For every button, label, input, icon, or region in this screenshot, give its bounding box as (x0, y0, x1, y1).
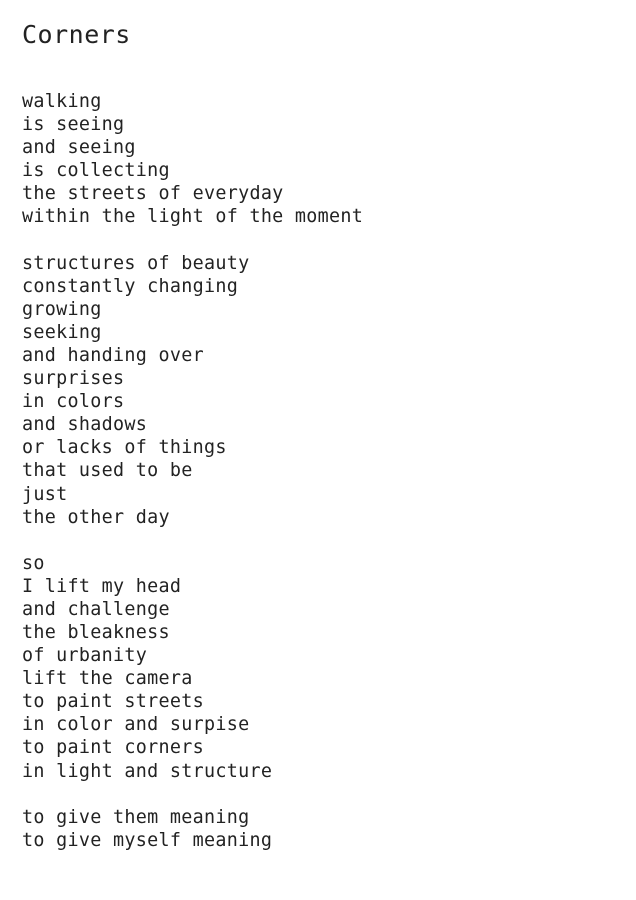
poem-line: seeking (22, 321, 102, 343)
poem-line: and handing over (22, 344, 204, 366)
poem-line: in colors (22, 391, 125, 413)
stanza-1 (22, 90, 622, 229)
poem-line: is seeing (22, 114, 125, 136)
poem-line: to give myself meaning (22, 829, 273, 851)
poem-line: or lacks of things (22, 437, 227, 459)
poem-line: structures of beauty (22, 252, 250, 274)
stanza-3 (22, 552, 622, 783)
poem-line: that used to be (22, 460, 193, 482)
poem-line: is collecting (22, 160, 170, 182)
poem-line: in color and surpise (22, 714, 250, 736)
poem-line: constantly changing (22, 275, 239, 297)
poem-line: just (22, 483, 68, 505)
poem-line: and shadows (22, 414, 148, 436)
poem-line: the bleakness (22, 621, 170, 643)
poem-line: walking (22, 91, 102, 112)
poem-line: the other day (22, 506, 170, 528)
poem-line: the streets of everyday (22, 183, 284, 205)
poem-line: lift the camera (22, 668, 193, 690)
poem-title: Corners (22, 20, 131, 49)
poem-line: of urbanity (22, 645, 148, 667)
poem-line: growing (22, 298, 102, 320)
stanza-2 (22, 252, 622, 529)
poem-line: and seeing (22, 137, 136, 159)
poem-line: within the light of the moment (22, 206, 364, 228)
poem-line: surprises (22, 368, 125, 390)
poem-line: in light and structure (22, 760, 273, 782)
stanza-4 (22, 806, 622, 852)
poem-line: to paint corners (22, 737, 204, 759)
poem-page (22, 18, 622, 875)
poem-line: and challenge (22, 598, 170, 620)
poem-line: to give them meaning (22, 806, 250, 828)
poem-line: to paint streets (22, 691, 204, 713)
poem-line: so (22, 552, 45, 574)
poem-line: I lift my head (22, 575, 182, 597)
